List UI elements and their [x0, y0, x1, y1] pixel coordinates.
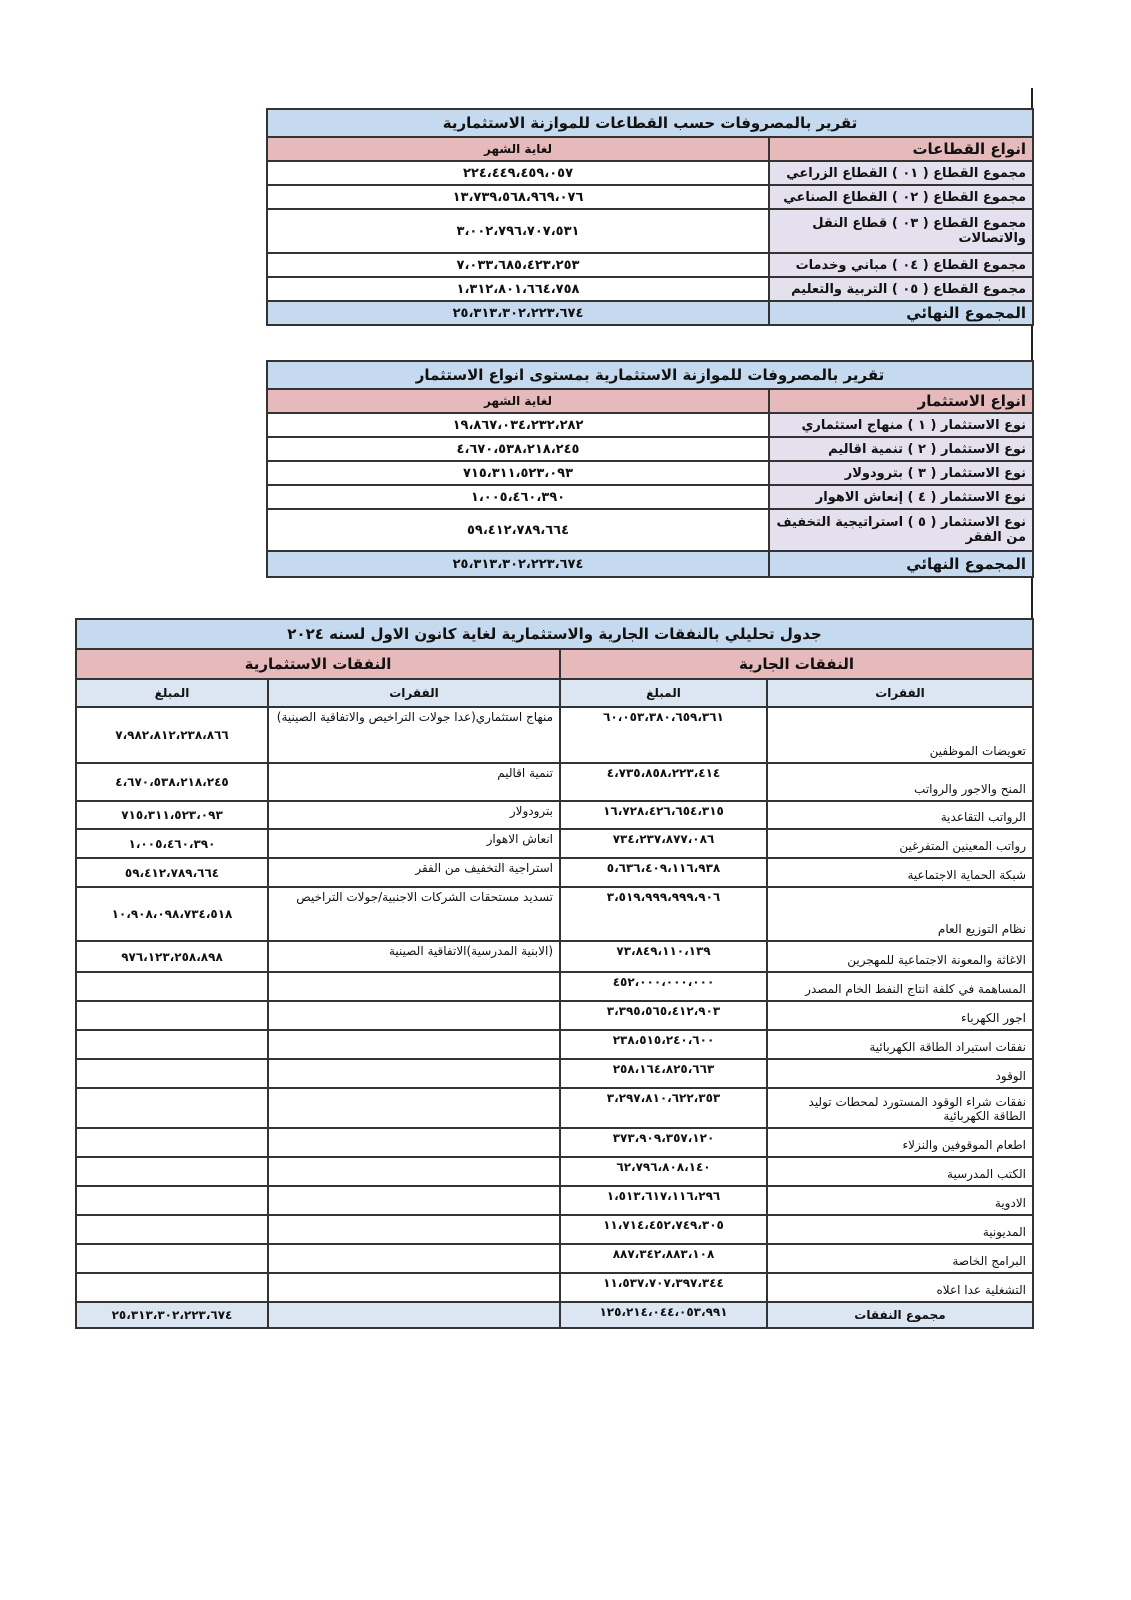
current-item-label: رواتب المعينين المتفرغين: [767, 829, 1033, 858]
investment-item-amount: [76, 1059, 268, 1088]
investment-item-amount: [76, 1186, 268, 1215]
current-item-label: نفقات استيراد الطاقة الكهربائية: [767, 1030, 1033, 1059]
investment-item-amount: [76, 1088, 268, 1128]
investment-type-label: نوع الاستثمار ( ٣ ) بترودولار: [769, 461, 1033, 485]
investment-item-label: [268, 1215, 560, 1244]
sector-value: ٧،٠٣٣،٦٨٥،٤٢٣،٢٥٣: [267, 253, 769, 277]
investment-total: ٢٥،٣١٣،٣٠٢،٢٢٣،٦٧٤: [76, 1302, 268, 1328]
investment-total-item-empty: [268, 1302, 560, 1328]
table-row: [76, 1088, 1033, 1128]
current-item-label: المساهمة في كلفة انتاج النفط الخام المصدر: [767, 972, 1033, 1001]
current-total: ١٢٥،٢١٤،٠٤٤،٠٥٣،٩٩١: [560, 1302, 767, 1328]
investment-item-label: [268, 1186, 560, 1215]
current-item-label: التشغلية عدا اعلاه: [767, 1273, 1033, 1302]
current-amount-header: المبلغ: [560, 679, 767, 707]
investment-col-label: انواع الاستثمار: [769, 389, 1033, 413]
current-item-label: الادوية: [767, 1186, 1033, 1215]
investment-item-label: [268, 1128, 560, 1157]
investment-item-label: [268, 1157, 560, 1186]
investment-total-value: ٢٥،٣١٣،٣٠٢،٢٢٣،٦٧٤: [267, 551, 769, 577]
current-item-label: الكتب المدرسية: [767, 1157, 1033, 1186]
current-item-label: نفقات شراء الوقود المستورد لمحطات توليد الطاقة الكهربائية: [767, 1088, 1033, 1128]
current-item-amount: ٥،٦٣٦،٤٠٩،١١٦،٩٣٨: [560, 858, 767, 887]
table-row: [267, 461, 1033, 485]
investment-item-label: [268, 1244, 560, 1273]
investment-amount-header: المبلغ: [76, 679, 268, 707]
investment-item-amount: [76, 1273, 268, 1302]
table-row: [76, 887, 1033, 941]
table-row: [76, 829, 1033, 858]
investment-col-value: لغاية الشهر: [267, 389, 769, 413]
table-row: [76, 1273, 1033, 1302]
table-row: [267, 161, 1033, 185]
investment-item-label: [268, 1030, 560, 1059]
sectors-total-value: ٢٥،٣١٣،٣٠٢،٢٢٣،٦٧٤: [267, 301, 769, 325]
current-item-amount: ١١،٧١٤،٤٥٢،٧٤٩،٣٠٥: [560, 1215, 767, 1244]
current-item-label: نظام التوزيع العام: [767, 887, 1033, 941]
investment-item-amount: [76, 1030, 268, 1059]
current-item-amount: ٢٥٨،١٦٤،٨٢٥،٦٦٣: [560, 1059, 767, 1088]
investment-items-header: الفقرات: [268, 679, 560, 707]
investment-item-label: استراجية التخفيف من الفقر: [268, 858, 560, 887]
table-row: [76, 763, 1033, 801]
table-row: [76, 941, 1033, 972]
investment-item-label: [268, 972, 560, 1001]
current-item-label: الاغاثة والمعونة الاجتماعية للمهجرين: [767, 941, 1033, 972]
investment-type-label: نوع الاستثمار ( ١ ) منهاج استثماري: [769, 413, 1033, 437]
investment-item-amount: [76, 1001, 268, 1030]
current-item-label: تعويضات الموظفين: [767, 707, 1033, 763]
current-item-label: اجور الكهرباء: [767, 1001, 1033, 1030]
table-row: [76, 1128, 1033, 1157]
sector-label: مجموع القطاع ( ٠٣ ) قطاع النقل والاتصالات: [769, 209, 1033, 253]
sector-value: ١٣،٧٣٩،٥٦٨،٩٦٩،٠٧٦: [267, 185, 769, 209]
investment-type-value: ٤،٦٧٠،٥٣٨،٢١٨،٢٤٥: [267, 437, 769, 461]
current-item-label: شبكة الحماية الاجتماعية: [767, 858, 1033, 887]
table-row: [267, 209, 1033, 253]
investment-item-amount: [76, 1157, 268, 1186]
sector-label: مجموع القطاع ( ٠٢ ) القطاع الصناعي: [769, 185, 1033, 209]
sectors-total-label: المجموع النهائي: [769, 301, 1033, 325]
table-row: [76, 972, 1033, 1001]
investment-item-label: تنمية اقاليم: [268, 763, 560, 801]
table-row: [76, 858, 1033, 887]
investment-item-label: [268, 1059, 560, 1088]
current-item-label: البرامج الخاصة: [767, 1244, 1033, 1273]
table-row: [76, 1244, 1033, 1273]
sector-label: مجموع القطاع ( ٠١ ) القطاع الزراعي: [769, 161, 1033, 185]
table-row: [267, 437, 1033, 461]
current-item-label: المنح والاجور والرواتب: [767, 763, 1033, 801]
current-item-amount: ٤،٧٣٥،٨٥٨،٢٢٣،٤١٤: [560, 763, 767, 801]
current-item-amount: ٣٧٣،٩٠٩،٣٥٧،١٢٠: [560, 1128, 767, 1157]
current-item-amount: ٣،٥١٩،٩٩٩،٩٩٩،٩٠٦: [560, 887, 767, 941]
table-row: [267, 509, 1033, 551]
sectors-table: [266, 108, 1034, 326]
current-item-amount: ٧٣،٨٤٩،١١٠،١٣٩: [560, 941, 767, 972]
current-item-label: اطعام الموقوفين والنزلاء: [767, 1128, 1033, 1157]
table-row: [267, 413, 1033, 437]
current-item-amount: ٨٨٧،٣٤٢،٨٨٣،١٠٨: [560, 1244, 767, 1273]
table-row: [267, 485, 1033, 509]
investment-total-label: المجموع النهائي: [769, 551, 1033, 577]
investment-types-title: تقرير بالمصروفات للموازنة الاستثمارية بمستوى انواع الاستثمار: [267, 361, 1033, 389]
analysis-table-title: جدول تحليلي بالنفقات الجارية والاستثمارية لغاية كانون الاول لسنه ٢٠٢٤: [76, 619, 1033, 649]
investment-type-label: نوع الاستثمار ( ٤ ) إنعاش الاهوار: [769, 485, 1033, 509]
current-item-amount: ٣،٢٩٧،٨١٠،٦٢٢،٣٥٣: [560, 1088, 767, 1128]
table-row: [76, 801, 1033, 829]
table-row: [267, 277, 1033, 301]
table-row: [76, 1030, 1033, 1059]
sectors-table-title: تقرير بالمصروفات حسب القطاعات للموازنة الاستثمارية: [267, 109, 1033, 137]
investment-item-label: بترودولار: [268, 801, 560, 829]
investment-item-amount: [76, 1244, 268, 1273]
current-item-amount: ٧٣٤،٢٣٧،٨٧٧،٠٨٦: [560, 829, 767, 858]
table-row: [76, 1059, 1033, 1088]
table-row: [76, 1186, 1033, 1215]
sectors-col-value: لغاية الشهر: [267, 137, 769, 161]
investment-item-amount: ٧١٥،٣١١،٥٢٣،٠٩٣: [76, 801, 268, 829]
total-row: [76, 1302, 1033, 1328]
current-item-amount: ١،٥١٣،٦١٧،١١٦،٢٩٦: [560, 1186, 767, 1215]
current-item-label: الرواتب التقاعدية: [767, 801, 1033, 829]
investment-item-label: (الابنية المدرسية)الاتفاقية الصينية: [268, 941, 560, 972]
current-expenses-header: النفقات الجارية: [560, 649, 1033, 679]
investment-item-amount: [76, 1128, 268, 1157]
sectors-col-label: انواع القطاعات: [769, 137, 1033, 161]
investment-expenses-header: النفقات الاستثمارية: [76, 649, 560, 679]
investment-type-value: ٥٩،٤١٢،٧٨٩،٦٦٤: [267, 509, 769, 551]
current-item-amount: ٢٣٨،٥١٥،٢٤٠،٦٠٠: [560, 1030, 767, 1059]
current-item-amount: ٦٢،٧٩٦،٨٠٨،١٤٠: [560, 1157, 767, 1186]
current-item-amount: ٦٠،٠٥٣،٣٨٠،٦٥٩،٣٦١: [560, 707, 767, 763]
investment-item-amount: ١٠،٩٠٨،٠٩٨،٧٣٤،٥١٨: [76, 887, 268, 941]
investment-item-amount: ٤،٦٧٠،٥٣٨،٢١٨،٢٤٥: [76, 763, 268, 801]
sector-value: ١،٣١٢،٨٠١،٦٦٤،٧٥٨: [267, 277, 769, 301]
investment-type-label: نوع الاستثمار ( ٥ ) استراتيجية التخفيف من الفقر: [769, 509, 1033, 551]
investment-item-amount: ٥٩،٤١٢،٧٨٩،٦٦٤: [76, 858, 268, 887]
total-row: [267, 551, 1033, 577]
table-row: [76, 1001, 1033, 1030]
investment-item-label: [268, 1273, 560, 1302]
investment-item-amount: ٩٧٦،١٢٣،٢٥٨،٨٩٨: [76, 941, 268, 972]
analysis-total-label: مجموع النفقات: [767, 1302, 1033, 1328]
current-item-amount: ٤٥٢،٠٠٠،٠٠٠،٠٠٠: [560, 972, 767, 1001]
investment-item-label: [268, 1088, 560, 1128]
current-item-label: المديونية: [767, 1215, 1033, 1244]
investment-type-label: نوع الاستثمار ( ٢ ) تنمية اقاليم: [769, 437, 1033, 461]
investment-type-value: ١٩،٨٦٧،٠٣٤،٢٣٢،٢٨٢: [267, 413, 769, 437]
total-row: [267, 301, 1033, 325]
investment-item-amount: ١،٠٠٥،٤٦٠،٣٩٠: [76, 829, 268, 858]
sector-value: ٣،٠٠٢،٧٩٦،٧٠٧،٥٣١: [267, 209, 769, 253]
table-row: [76, 1157, 1033, 1186]
investment-type-value: ٧١٥،٣١١،٥٢٣،٠٩٣: [267, 461, 769, 485]
sector-label: مجموع القطاع ( ٠٥ ) التربية والتعليم: [769, 277, 1033, 301]
table-row: [76, 1215, 1033, 1244]
current-items-header: الفقرات: [767, 679, 1033, 707]
table-row: [267, 185, 1033, 209]
sector-label: مجموع القطاع ( ٠٤ ) مباني وخدمات: [769, 253, 1033, 277]
current-item-amount: ١٦،٧٢٨،٤٢٦،٦٥٤،٣١٥: [560, 801, 767, 829]
current-item-amount: ٣،٣٩٥،٥٦٥،٤١٢،٩٠٣: [560, 1001, 767, 1030]
investment-item-label: [268, 1001, 560, 1030]
investment-item-amount: ٧،٩٨٢،٨١٢،٢٣٨،٨٦٦: [76, 707, 268, 763]
investment-item-amount: [76, 1215, 268, 1244]
investment-item-amount: [76, 972, 268, 1001]
analysis-table: [75, 618, 1034, 1329]
investment-item-label: منهاج استثماري(عدا جولات التراخيص والاتفاقية الصينية): [268, 707, 560, 763]
investment-types-table: [266, 360, 1034, 578]
investment-item-label: تسديد مستحقات الشركات الاجنبية/جولات التراخيص: [268, 887, 560, 941]
sector-value: ٢٢٤،٤٤٩،٤٥٩،٠٥٧: [267, 161, 769, 185]
table-row: [76, 707, 1033, 763]
investment-item-label: انعاش الاهوار: [268, 829, 560, 858]
current-item-label: الوقود: [767, 1059, 1033, 1088]
table-row: [267, 253, 1033, 277]
current-item-amount: ١١،٥٣٧،٧٠٧،٣٩٧،٣٤٤: [560, 1273, 767, 1302]
investment-type-value: ١،٠٠٥،٤٦٠،٣٩٠: [267, 485, 769, 509]
